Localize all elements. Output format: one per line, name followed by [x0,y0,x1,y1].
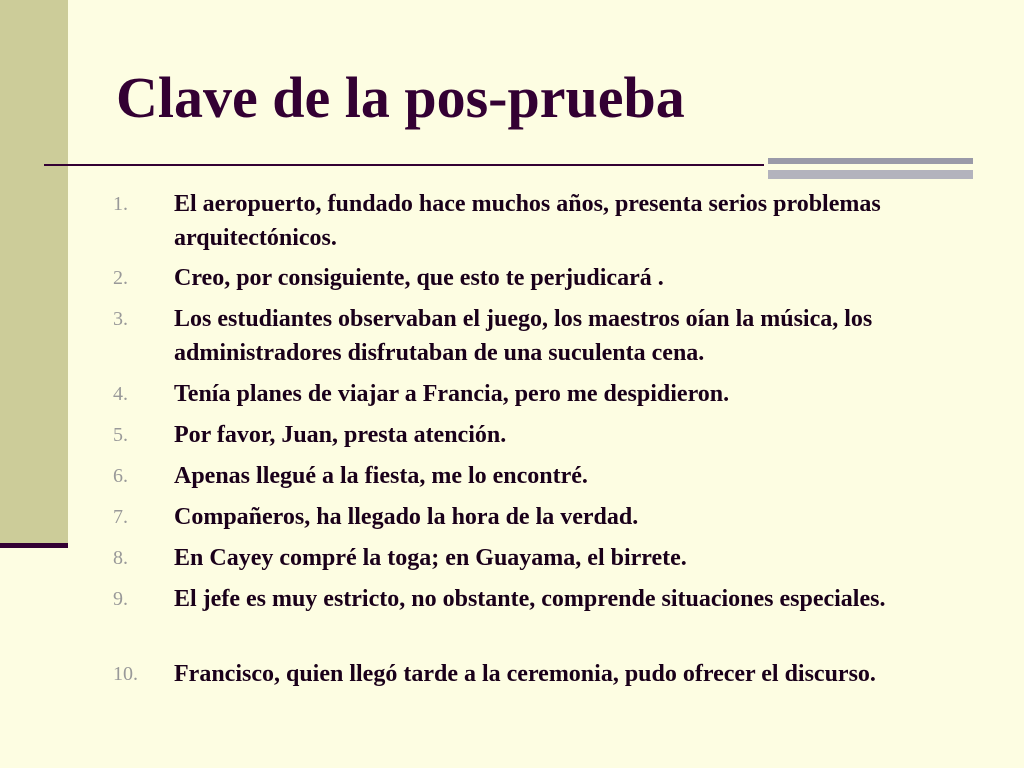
item-number: 1. [113,193,128,215]
slide-title: Clave de la pos-prueba [116,65,685,130]
item-text: Los estudiantes observaban el juego, los maestros oían la música, los administradores disfrutaban de una suculenta cena. [174,306,873,366]
item-text: El jefe es muy estricto, no obstante, comprende situaciones especiales. [174,586,886,612]
item-number: 7. [113,506,128,528]
accent-bar-bottom [768,170,973,179]
item-number: 6. [113,465,128,487]
item-number: 10. [113,663,138,685]
item-text: Por favor, Juan, presta atención. [174,422,507,448]
side-band-rule [0,543,68,548]
item-number: 3. [113,308,128,330]
item-text: Compañeros, ha llegado la hora de la verdad. [174,504,639,530]
item-text: En Cayey compré la toga; en Guayama, el birrete. [174,545,687,571]
item-number: 4. [113,383,128,405]
item-number: 5. [113,424,128,446]
item-number: 8. [113,547,128,569]
divider-accent-bars [768,158,973,180]
item-text: El aeropuerto, fundado hace muchos años, presenta serios problemas arquitectónicos. [174,191,881,251]
item-text: Creo, por consiguiente, que esto te perjudicará . [174,265,664,291]
item-text: Apenas llegué a la fiesta, me lo encontré. [174,463,588,489]
side-decoration-band [0,0,68,545]
item-number: 2. [113,267,128,289]
title-divider [44,164,764,166]
item-text: Tenía planes de viajar a Francia, pero me despidieron. [174,381,730,407]
item-text: Francisco, quien llegó tarde a la ceremonia, pudo ofrecer el discurso. [174,661,876,687]
item-number: 9. [113,588,128,610]
